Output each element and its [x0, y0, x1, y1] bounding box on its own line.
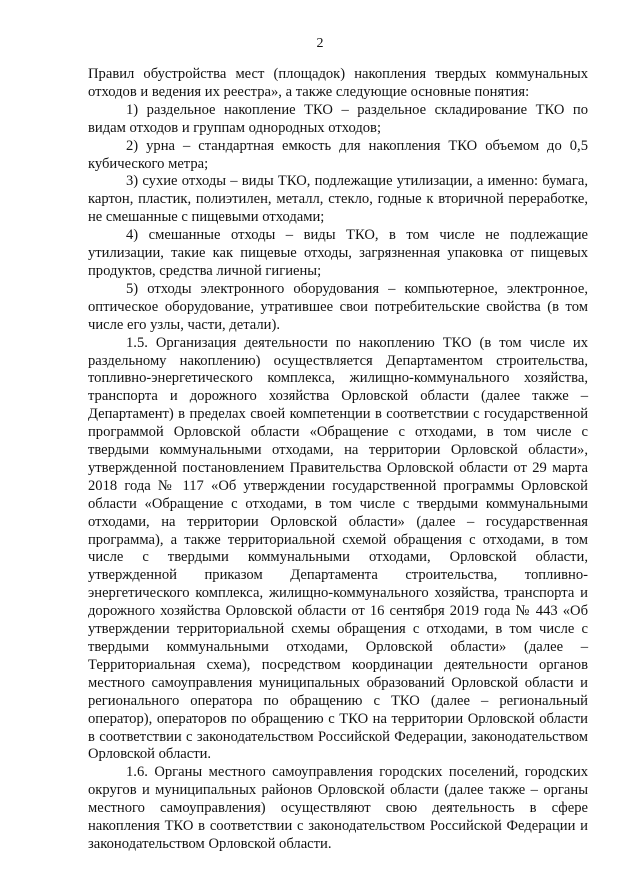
- paragraph-section-1-5: 1.5. Организация деятельности по накоплению ТКО (в том числе их раздельному накоплению) осуществляется Департаментом строительства, топливно-энергетического комплекса, жилищно-коммунального хозяйства, транспорта и дорожного хозяйства Орловской области (далее также – Департамент) в пределах своей компетенции в соответствии с государственной программой Орловской области «Обращение с отходами, в том числе с твердыми коммунальными отходами, на территории Орловской области», утвержденной постановлением Правительства Орловской области от 29 марта 2018 года № 117 «Об утверждении государственной программы Орловской области «Обращение с отходами, в том числе с твердыми коммунальными отходами, на территории Орловской области» (далее – государственная программа), а также территориальной схемой обращения с отходами, в том числе с твердыми коммунальными отходами, Орловской области, утвержденной приказом Департамента строительства, топливно-энергетического комплекса, жилищно-коммунального хозяйства, транспорта и дорожного хозяйства Орловской области от 16 сентября 2019 года № 443 «Об утверждении территориальной схемы обращения с отходами, в том числе с твердыми коммунальными отходами, Орловской области» (далее – Территориальная схема), посредством координации деятельности органов местного самоуправления муниципальных образований Орловской области и регионального оператора по обращению с ТКО (далее – региональный оператор), операторов по обращению с ТКО на территории Орловской области в соответствии с законодательством Российской Федерации, законодательством Орловской области.: [88, 334, 588, 763]
- paragraph-definition-3: 3) сухие отходы – виды ТКО, подлежащие утилизации, а именно: бумага, картон, пластик, полиэтилен, металл, стекло, годные к вторичной переработке, не смешанные с пищевыми отходами;: [88, 173, 588, 226]
- document-body: [88, 66, 588, 854]
- paragraph-definition-1: 1) раздельное накопление ТКО – раздельное складирование ТКО по видам отходов и группам однородных отходов;: [88, 101, 588, 136]
- paragraph-definition-2: 2) урна – стандартная емкость для накопления ТКО объемом до 0,5 кубического метра;: [88, 137, 588, 172]
- paragraph-definition-4: 4) смешанные отходы – виды ТКО, в том числе не подлежащие утилизации, такие как пищевые отходы, загрязненная упаковка от пищевых продуктов, средства личной гигиены;: [88, 227, 588, 279]
- paragraph-section-1-6: 1.6. Органы местного самоуправления городских поселений, городских округов и муниципальных районов Орловской области (далее также – органы местного самоуправления) осуществляют свою деятельность в сфере накопления ТКО в соответствии с законодательством Российской Федерации и законодательством Орловской области.: [88, 764, 588, 852]
- page-number: 2: [316, 36, 324, 51]
- paragraph-intro-continuation: Правил обустройства мест (площадок) накопления твердых коммунальных отходов и ведения их реестра», а также следующие основные понятия:: [88, 66, 588, 100]
- paragraph-definition-5: 5) отходы электронного оборудования – компьютерное, электронное, оптическое оборудование, утратившее свои потребительские свойства (в том числе его узлы, части, детали).: [88, 280, 588, 333]
